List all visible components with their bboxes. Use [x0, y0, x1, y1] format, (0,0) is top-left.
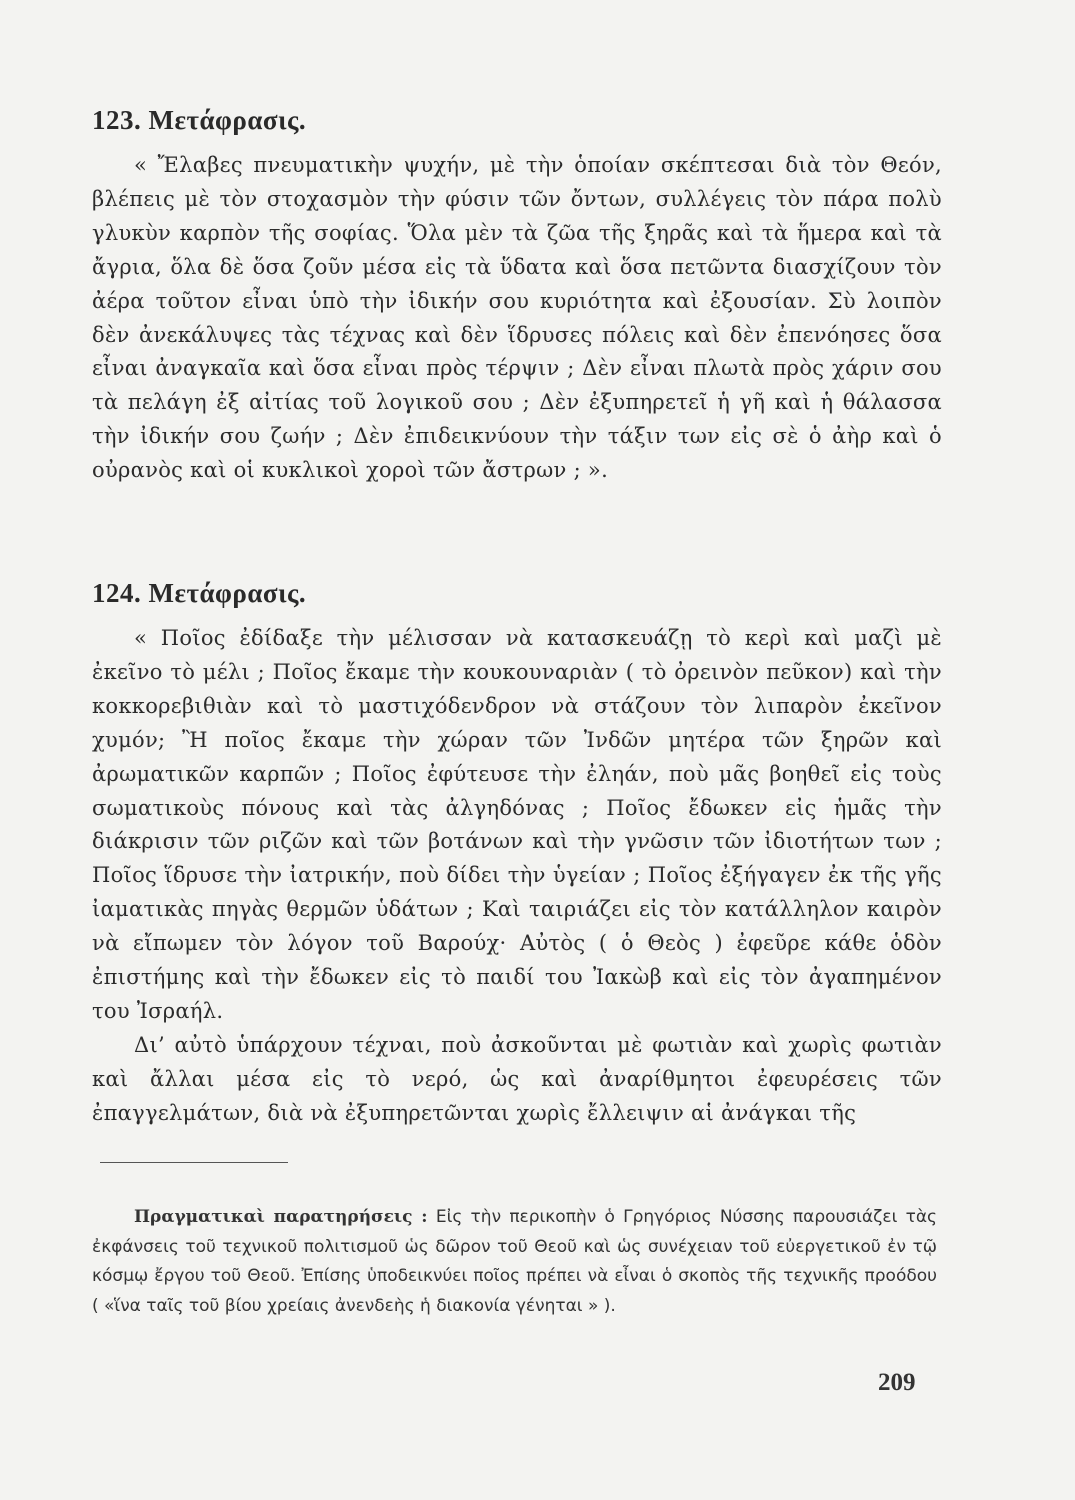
section-124-paragraph-2: Δι’ αὐτὸ ὑπάρχουν τέχναι, ποὺ ἀσκοῦνται μὲ φωτιὰν καὶ χωρὶς φωτιὰν καὶ ἄλλαι μέσα εἰς τὸ νερό, ὡς καὶ ἀναρίθμητοι ἐφευρέσεις τῶν ἐπαγγελμάτων, διὰ νὰ ἐξυπηρετῶνται χωρὶς ἔλλειψιν αἱ ἀνάγκαι τῆς [92, 1032, 942, 1125]
footnote-divider [100, 1162, 288, 1163]
section-124-heading: 124. Μετάφρασις. [92, 578, 307, 608]
page-number: 209 [878, 1369, 916, 1396]
section-124-body [92, 622, 942, 1131]
footnote [92, 1203, 937, 1321]
footnote-label: Πραγματικαὶ παρατηρήσεις : [134, 1207, 428, 1227]
footnote-text: Εἰς τὴν περικοπὴν ὁ Γρηγόριος Νύσσης παρουσιάζει τὰς ἐκφάνσεις τοῦ τεχνικοῦ πολιτισμοῦ ὡς δῶρον τοῦ Θεοῦ καὶ ὡς συνέχειαν τοῦ εὐεργετικοῦ ἐν τῷ κόσμῳ ἔργου τοῦ Θεοῦ. Ἐπίσης ὑποδεικνύει ποῖος πρέπει νὰ εἶναι ὁ σκοπὸς τῆς τεχνικῆς προόδου ( «ἵνα ταῖς τοῦ βίου χρείαις ἀνενδεὴς ἡ διακονία γένηται » ). [92, 1207, 938, 1316]
section-124-paragraph-1: « Ποῖος ἐδίδαξε τὴν μέλισσαν νὰ κατασκευάζῃ τὸ κερὶ καὶ μαζὶ μὲ ἐκεῖνο τὸ μέλι ; Ποῖος ἔκαμε τὴν κουκουναριὰν ( τὸ ὀρεινὸν πεῦκον) καὶ τὴν κοκκορεβιθιὰν καὶ τὸ μαστιχόδενδρον νὰ στάζουν τὸν λιπαρὸν ἐκεῖνον χυμόν; Ἢ ποῖος ἔκαμε τὴν χώραν τῶν Ἰνδῶν μητέρα τῶν ξηρῶν καὶ ἀρωματικῶν καρπῶν ; Ποῖος ἐφύτευσε τὴν ἐληάν, ποὺ μᾶς βοηθεῖ εἰς τοὺς σωματικοὺς πόνους καὶ τὰς ἀλγηδόνας ; Ποῖος ἔδωκεν εἰς ἡμᾶς τὴν διάκρισιν τῶν ριζῶν καὶ τῶν βοτάνων καὶ τὴν γνῶσιν τῶν ἰδιοτήτων των ; Ποῖος ἵδρυσε τὴν ἰατρικήν, ποὺ δίδει τὴν ὑγείαν ; Ποῖος ἐξήγαγεν ἐκ τῆς γῆς ἰαματικὰς πηγὰς θερμῶν ὑδάτων ; Καὶ ταιριάζει εἰς τὸν κατάλληλον καιρὸν νὰ εἴπωμεν τὸν λόγον τοῦ Βαρούχ· Αὐτὸς ( ὁ Θεὸς ) ἐφεῦρε κάθε ὁδὸν ἐπιστήμης καὶ τὴν ἔδωκεν εἰς τὸ παιδί του Ἰακὼβ καὶ εἰς τὸν ἀγαπημένον του Ἰσραήλ. [92, 626, 942, 1023]
section-123-paragraph: « Ἔλαβες πνευματικὴν ψυχήν, μὲ τὴν ὁποίαν σκέπτεσαι διὰ τὸν Θεόν, βλέπεις μὲ τὸν στοχασμὸν τὴν φύσιν τῶν ὄντων, συλλέγεις τὸν πάρα πολὺ γλυκὺν καρπὸν τῆς σοφίας. Ὅλα μὲν τὰ ζῶα τῆς ξηρᾶς καὶ τὰ ἥμερα καὶ τὰ ἄγρια, ὅλα δὲ ὅσα ζοῦν μέσα εἰς τὰ ὕδατα καὶ ὅσα πετῶντα διασχίζουν τὸν ἀέρα τοῦτον εἶναι ὑπὸ τὴν ἰδικήν σου κυριότητα καὶ ἐξουσίαν. Σὺ λοιπὸν δὲν ἀνεκάλυψες τὰς τέχνας καὶ δὲν ἵδρυσες πόλεις καὶ δὲν ἐπενόησες ὅσα εἶναι ἀναγκαῖα καὶ ὅσα εἶναι πρὸς τέρψιν ; Δὲν εἶναι πλωτὰ πρὸς χάριν σου τὰ πελάγη ἐξ αἰτίας τοῦ λογικοῦ σου ; Δὲν ἐξυπηρετεῖ ἡ γῆ καὶ ἡ θάλασσα τὴν ἰδικήν σου ζωήν ; Δὲν ἐπιδεικνύουν τὴν τάξιν των εἰς σὲ ὁ ἀὴρ καὶ ὁ οὐρανὸς καὶ οἱ κυκλικοὶ χοροὶ τῶν ἄστρων ; ». [92, 153, 942, 483]
section-123-heading: 123. Μετάφρασις. [92, 105, 307, 135]
section-123-body [92, 149, 942, 488]
